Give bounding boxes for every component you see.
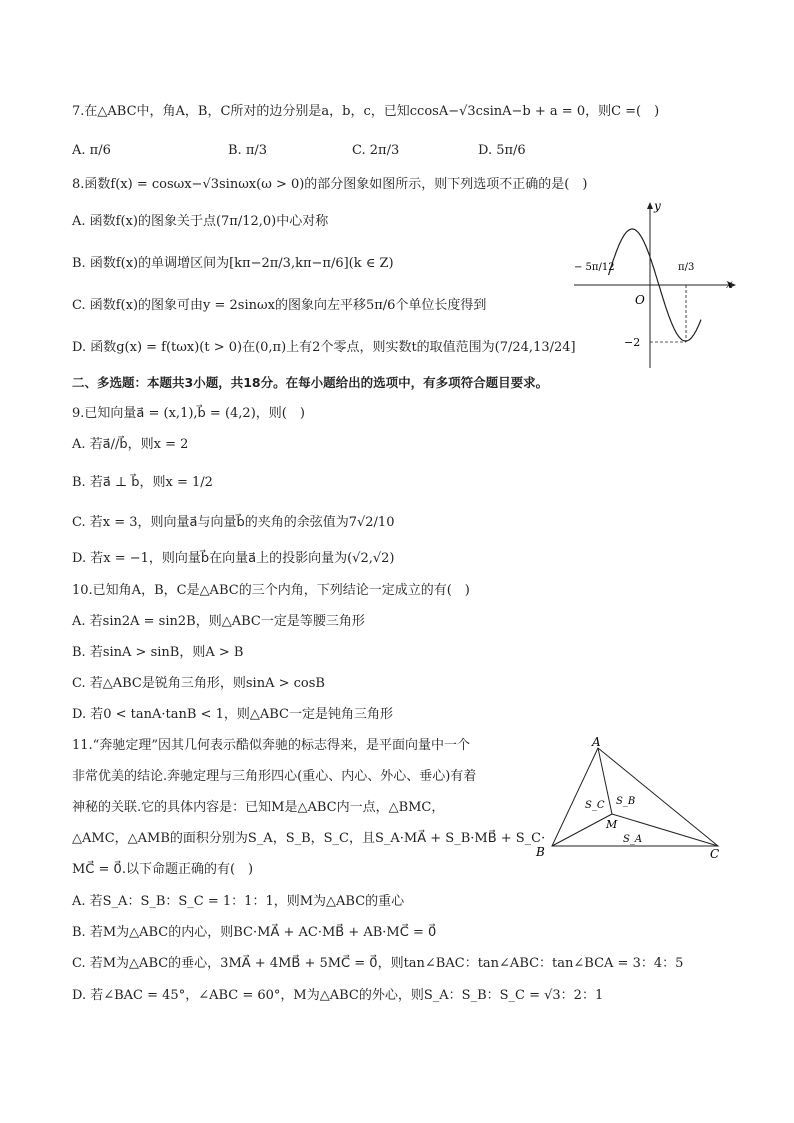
q8-option-a: A. 函数f(x)的图象关于点(7π/12,0)中心对称 bbox=[72, 214, 329, 229]
right-tick-label: π/3 bbox=[678, 262, 695, 273]
area-sb-label: S_B bbox=[616, 796, 636, 807]
q11-option-b: B. 若M为△ABC的内心，则BC·MA⃗ + AC·MB⃗ + AB·MC⃗ = 0⃗ bbox=[72, 925, 437, 940]
q7-option-a: A. π/6 bbox=[72, 143, 111, 158]
x-axis-label: x bbox=[726, 277, 733, 291]
q8-function-graph bbox=[568, 198, 748, 373]
vertex-c-label: C bbox=[710, 847, 720, 861]
y-axis-label: y bbox=[654, 199, 661, 213]
area-sc-label: S_C bbox=[585, 800, 605, 811]
q9-option-a: A. 若a⃗//b⃗，则x = 2 bbox=[72, 437, 189, 452]
q7-stem: 7.在△ABC中，角A，B，C所对的边分别是a，b，c，已知ccosA−√3csinA−b + a = 0，则C =( ) bbox=[72, 104, 660, 119]
q10-option-c: C. 若△ABC是锐角三角形，则sinA > cosB bbox=[72, 676, 325, 691]
q9-option-b: B. 若a⃗ ⊥ b⃗，则x = 1/2 bbox=[72, 475, 213, 490]
q8-option-d: D. 函数g(x) = f(tωx)(t > 0)在(0,π)上有2个零点，则实数t的取值范围为(7/24,13/24] bbox=[72, 340, 576, 355]
q10-option-d: D. 若0 < tanA·tanB < 1，则△ABC一定是钝角三角形 bbox=[72, 707, 393, 722]
y-axis-arrow bbox=[647, 202, 653, 209]
q10-option-b: B. 若sinA > sinB，则A > B bbox=[72, 645, 244, 660]
q8-option-c: C. 函数f(x)的图象可由y = 2sinωx的图象向左平移5π/6个单位长度得到 bbox=[72, 298, 487, 313]
min-value-label: −2 bbox=[624, 336, 641, 349]
point-m-label: M bbox=[606, 818, 618, 831]
q10-option-a: A. 若sin2A = sin2B，则△ABC一定是等腰三角形 bbox=[72, 614, 365, 629]
q11-stem-line-3: 神秘的关联.它的具体内容是：已知M是△ABC内一点，△BMC， bbox=[72, 800, 445, 815]
q9-option-c: C. 若x = 3，则向量a⃗与向量b⃗的夹角的余弦值为7√2/10 bbox=[72, 515, 395, 530]
q10-stem: 10.已知角A，B，C是△ABC的三个内角，下列结论一定成立的有( ) bbox=[72, 583, 470, 598]
q8-stem: 8.函数f(x) = cosωx−√3sinωx(ω > 0)的部分图象如图所示，则下列选项不正确的是( ) bbox=[72, 177, 588, 192]
area-sa-label: S_A bbox=[623, 834, 643, 845]
q9-option-d: D. 若x = −1，则向量b⃗在向量a⃗上的投影向量为(√2,√2) bbox=[72, 551, 395, 566]
q7-option-c: C. 2π/3 bbox=[352, 143, 400, 158]
q7-option-d: D. 5π/6 bbox=[478, 143, 526, 158]
q11-stem-line-5: MC⃗ = 0⃗.以下命题正确的有( ) bbox=[72, 862, 254, 877]
vertex-a-label: A bbox=[592, 736, 601, 749]
q9-stem: 9.已知向量a⃗ = (x,1),b⃗ = (4,2)，则( ) bbox=[72, 406, 305, 421]
q11-stem-line-1: 11.“奔驰定理”因其几何表示酷似奔驰的标志得来，是平面向量中一个 bbox=[72, 738, 470, 753]
q11-stem-line-4: △AMC，△AMB的面积分别为S_A，S_B，S_C，且S_A·MA⃗ + S_B·MB⃗ + S_C· bbox=[72, 831, 546, 846]
vertex-b-label: B bbox=[536, 845, 545, 859]
q7-option-b: B. π/3 bbox=[228, 143, 268, 158]
q11-option-c: C. 若M为△ABC的垂心，3MA⃗ + 4MB⃗ + 5MC⃗ = 0⃗，则tan∠BAC：tan∠ABC：tan∠BCA = 3：4：5 bbox=[72, 956, 684, 971]
q11-option-d: D. 若∠BAC = 45°，∠ABC = 60°，M为△ABC的外心，则S_A：S_B：S_C = √3：2：1 bbox=[72, 988, 604, 1003]
section-heading-multiple-choice: 二、多选题：本题共3小题，共18分。在每小题给出的选项中，有多项符合题目要求。 bbox=[72, 375, 549, 390]
q8-option-b: B. 函数f(x)的单调增区间为[kπ−2π/3,kπ−π/6](k ∈ Z) bbox=[72, 256, 394, 271]
segment-mb bbox=[552, 814, 612, 846]
q11-stem-line-2: 非常优美的结论.奔驰定理与三角形四心(重心、内心、外心、垂心)有着 bbox=[72, 769, 477, 784]
left-tick-label: − 5π/12 bbox=[574, 262, 615, 273]
origin-label: O bbox=[635, 293, 645, 307]
q11-triangle-figure bbox=[530, 736, 730, 866]
q11-option-a: A. 若S_A：S_B：S_C = 1：1：1，则M为△ABC的重心 bbox=[72, 894, 405, 909]
